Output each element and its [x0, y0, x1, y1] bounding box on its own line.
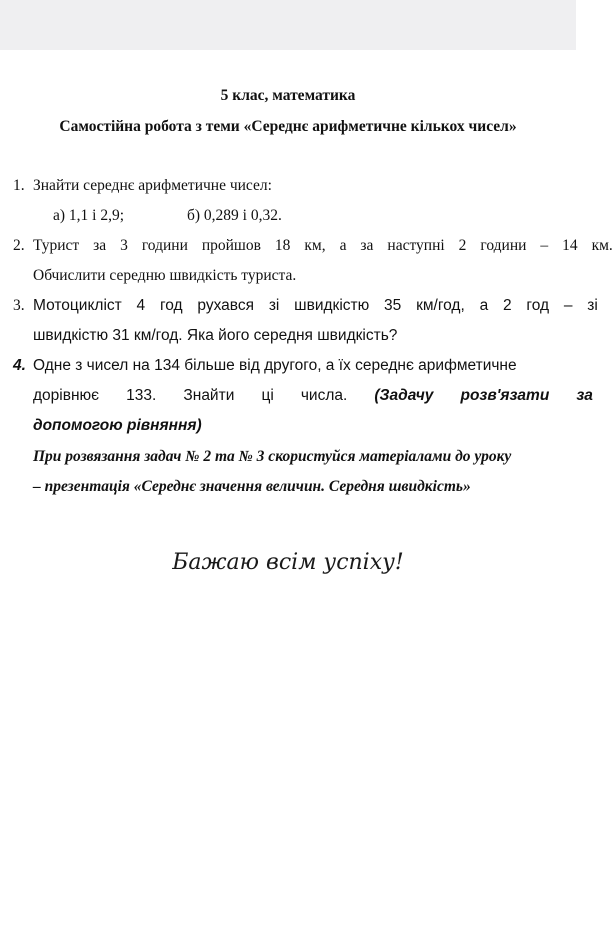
word: зі [587, 297, 598, 314]
task-text-line-emphasis: допомогою рівняння) [33, 417, 202, 434]
page-title: Самостійна робота з теми «Середнє арифметичне кількох чисел» [59, 118, 517, 135]
word: за [360, 237, 374, 254]
word: – [563, 297, 573, 314]
task-text-line: швидкістю 31 км/год. Яка його середня швидкість? [33, 327, 398, 344]
word-emphasis: розв'язати [460, 387, 550, 404]
word: числа. [300, 387, 348, 404]
word: 35 [384, 297, 402, 314]
note-line: При розвязання задач № 2 та № 3 скористуйся матеріалами до уроку [33, 448, 512, 465]
top-bar [0, 0, 576, 50]
note-line: – презентація «Середнє значення величин. Середня швидкість» [33, 478, 471, 495]
word: 4 [136, 297, 146, 314]
task-text-line [33, 237, 613, 255]
word: за [93, 237, 107, 254]
word: ці [261, 387, 274, 404]
word: дорівнює [33, 387, 100, 404]
word: – [540, 237, 549, 254]
word: Знайти [183, 387, 235, 404]
word: години [480, 237, 527, 254]
task-number: 3. [13, 297, 25, 314]
word: 2 [458, 237, 467, 254]
task-part-b: б) 0,289 і 0,32. [187, 207, 282, 224]
word-emphasis: за [576, 387, 593, 404]
word: Мотоцикліст [33, 297, 122, 314]
word: наступні [387, 237, 445, 254]
word: а [479, 297, 489, 314]
word: пройшов [201, 237, 261, 254]
word: км. [591, 237, 613, 254]
task-part-a: а) 1,1 і 2,9; [53, 207, 125, 224]
task-text-line: Обчислити середню швидкість туриста. [33, 267, 297, 284]
task-number: 2. [13, 237, 25, 254]
word: год [526, 297, 550, 314]
word: 3 [120, 237, 128, 254]
task-text-line [33, 387, 593, 405]
word: а [339, 237, 347, 254]
task-number: 4. [13, 357, 26, 374]
word: км/год, [416, 297, 465, 314]
word: рухався [197, 297, 255, 314]
grade-heading: 5 клас, математика [220, 87, 356, 104]
word: зі [268, 297, 280, 314]
word: 18 [274, 237, 291, 254]
word: км, [304, 237, 326, 254]
task-text-line [33, 297, 598, 315]
word: швидкістю [294, 297, 370, 314]
word: 133. [126, 387, 157, 404]
word-emphasis: (Задачу [374, 387, 434, 404]
word: 2 [503, 297, 512, 314]
word: 14 [562, 237, 578, 254]
task-number: 1. [13, 177, 25, 194]
task-text: Знайти середнє арифметичне чисел: [33, 177, 272, 194]
word: години [141, 237, 188, 254]
closing-wish: Бажаю всім успіху! [172, 550, 404, 575]
word: год [159, 297, 183, 314]
task-text-line: Одне з чисел на 134 більше від другого, а їх середнє арифметичне [33, 357, 517, 374]
word: Турист [33, 237, 80, 254]
